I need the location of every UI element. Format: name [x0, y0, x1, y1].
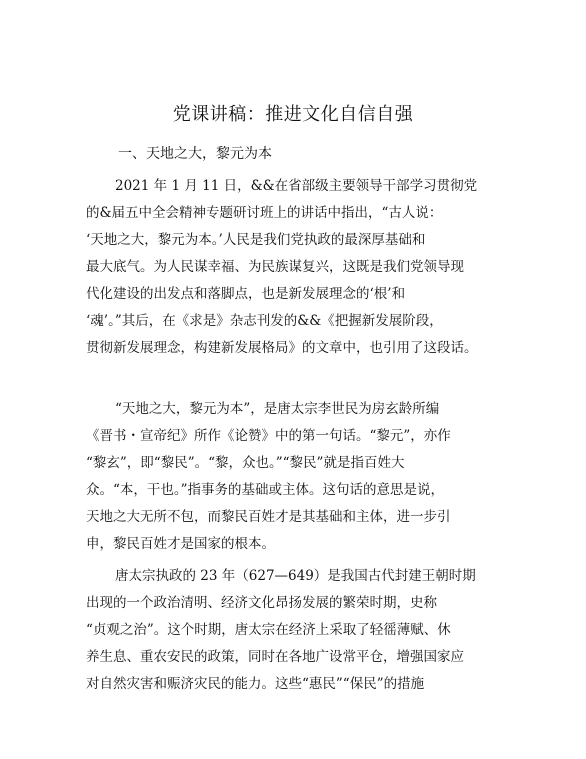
paragraph-1 — [86, 173, 516, 362]
paragraph-3 — [86, 563, 516, 698]
paragraph-2 — [86, 396, 516, 558]
paragraph-line: “黎玄”，即“黎民”。“黎，众也。”“黎民”就是指百姓大 — [86, 455, 405, 471]
paragraph-line: 申，黎民百姓才是国家的根本。 — [86, 536, 275, 552]
section-heading: 一、天地之大，黎元为本 — [118, 146, 272, 162]
paragraph-line: 对自然灾害和赈济灾民的能力。这些“惠民”“保民”的措施 — [86, 676, 425, 692]
document-title: 党课讲稿：推进文化自信自强 — [172, 104, 414, 125]
paragraph-line: 《晋书・宣帝纪》所作《论赞》中的第一句话。“黎元”，亦作 — [86, 428, 451, 444]
paragraph-line: 唐太宗执政的 23 年（627—649）是我国古代封建王朝时期 — [115, 568, 476, 584]
paragraph-line: 最大底气。为人民谋幸福、为民族谋复兴，这既是我们党领导现 — [86, 259, 464, 275]
paragraph-line: 贯彻新发展理念，构建新发展格局》的文章中，也引用了这段话。 — [86, 340, 478, 356]
paragraph-line: 的&届五中全会精神专题研讨班上的讲话中指出，“古人说： — [86, 205, 443, 221]
paragraph-line: 代化建设的出发点和落脚点，也是新发展理念的‘根’和 — [86, 286, 406, 302]
paragraph-line: 出现的一个政治清明、经济文化昂扬发展的繁荣时期，史称 — [86, 595, 437, 611]
paragraph-line: 2021 年 1 月 11 日，&&在省部级主要领导干部学习贯彻党 — [115, 178, 478, 194]
paragraph-line: ‘天地之大，黎元为本。’人民是我们党执政的最深厚基础和 — [86, 232, 426, 248]
paragraph-line: 众。“本，干也。”指事务的基础或主体。这句话的意思是说， — [86, 482, 445, 498]
paragraph-line: “天地之大，黎元为本”，是唐太宗李世民为房玄龄所编 — [115, 401, 440, 417]
paragraph-line: “贞观之治”。这个时期，唐太宗在经济上采取了轻徭薄赋、休 — [86, 622, 451, 638]
paragraph-line: ‘魂’。”其后，在《求是》杂志刊发的&&《把握新发展阶段， — [86, 313, 443, 329]
paragraph-line: 天地之大无所不包，而黎民百姓才是其基础和主体，进一步引 — [86, 509, 451, 525]
paragraph-line: 养生息、重农安民的政策，同时在各地广设常平仓，增强国家应 — [86, 649, 464, 665]
